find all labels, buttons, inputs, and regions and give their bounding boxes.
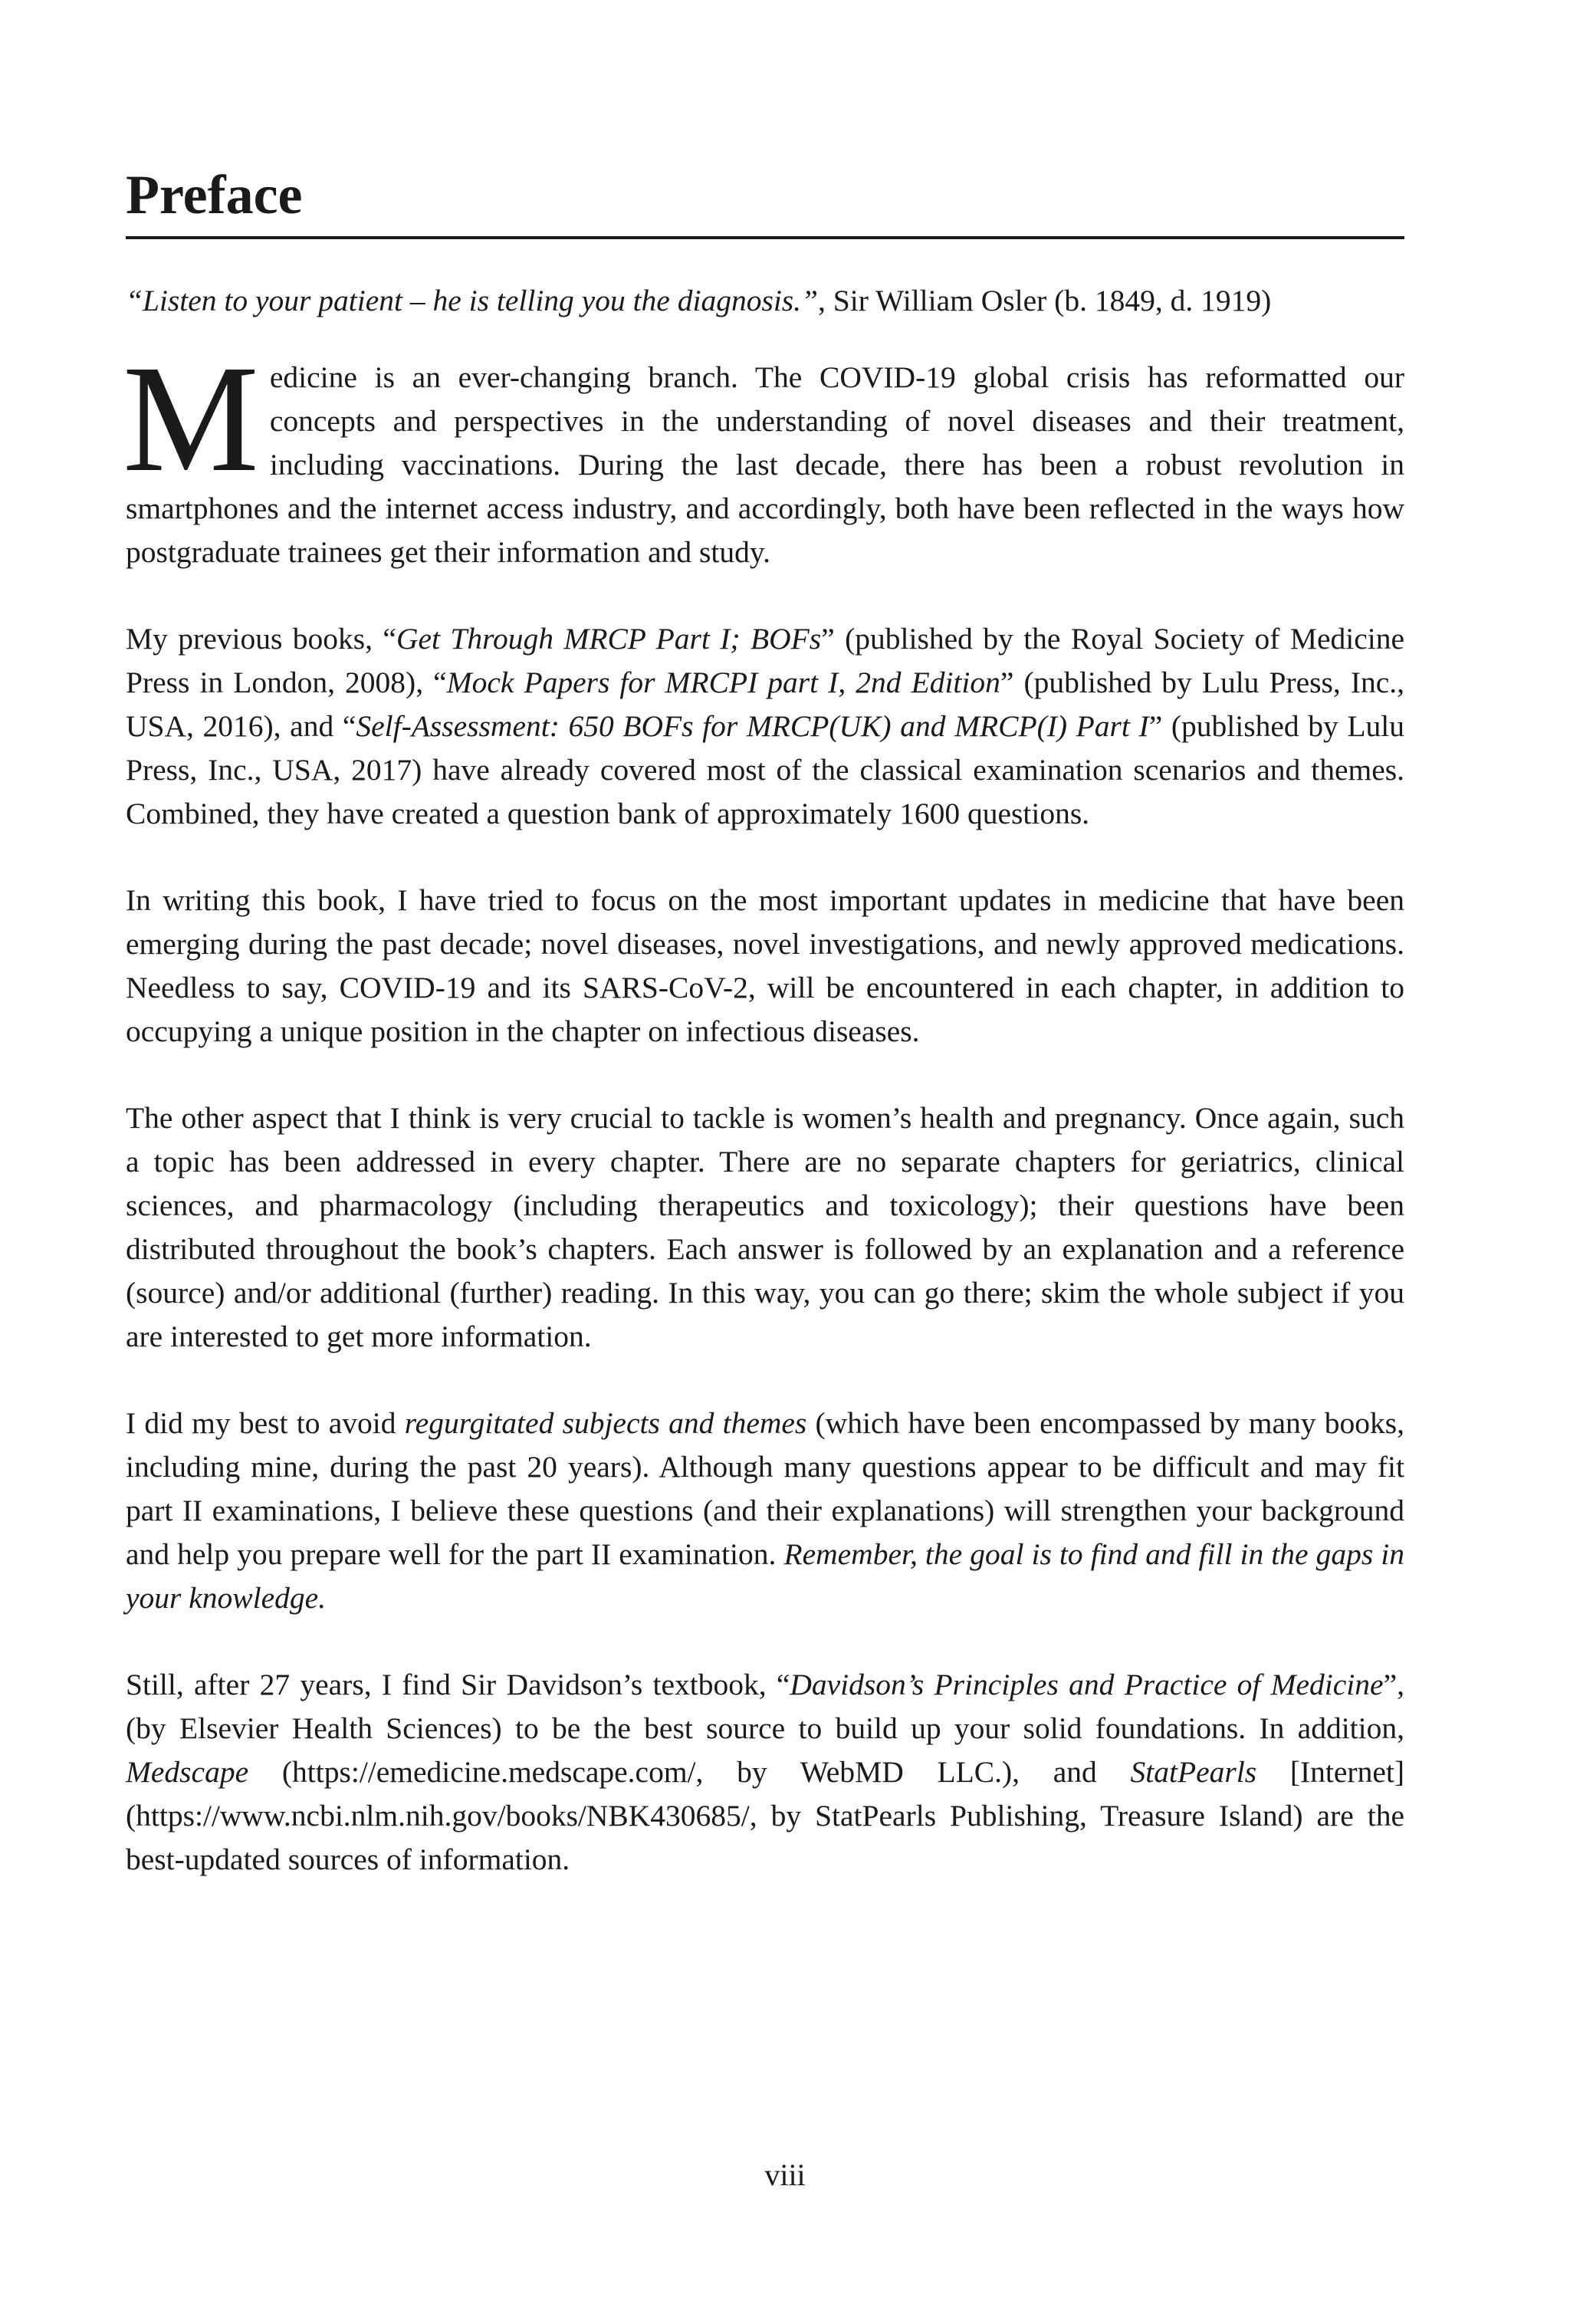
paragraph-2-text-2: ” (published by the Royal Society of Medicine Press in London, 2008), “ [126, 622, 1405, 700]
book-title-3: Self-Assessment: 650 BOFs for MRCP(UK) and MRCP(I) Part I [356, 709, 1149, 744]
paragraph-2-text-4: ” (published by Lulu Press, Inc., USA, 2017) have already covered most of the classical examination scenarios and themes. Combined, they have created a question bank of approximately 1600 questions. [126, 709, 1404, 831]
book-title-2: Mock Papers for MRCPI part I, 2nd Edition [446, 666, 1000, 700]
epigraph-attribution: , Sir William Osler (b. 1849, d. 1919) [818, 284, 1272, 318]
paragraph-1 [123, 334, 1404, 574]
paragraph-6 [126, 1663, 1404, 1882]
page-number: viii [764, 2158, 806, 2192]
paragraph-5-emphasis-1: regurgitated subjects and themes [404, 1406, 807, 1441]
drop-cap: M [123, 334, 259, 505]
paragraph-2 [126, 617, 1404, 836]
page-title: Preface [126, 165, 1404, 239]
medscape-name: Medscape [126, 1755, 249, 1790]
paragraph-5-emphasis-2: Remember, the goal is to find and fill in the gaps in your knowledge. [126, 1537, 1404, 1616]
paragraph-4: The other aspect that I think is very crucial to tackle is women’s health and pregnancy. Once again, such a topic has been addressed in every chapter. There are no separate chapters for geriatrics, clinical sciences, and pharmacology (including therapeutics and toxicology); their questions have been distributed throughout the book’s chapters. Each answer is followed by an explanation and a reference (source) and/or additional (further) reading. In this way, you can go there; skim the whole subject if you are interested to get more information. [126, 1101, 1404, 1354]
epigraph [126, 279, 1404, 322]
epigraph-quote: “Listen to your patient – he is telling you the diagnosis.” [126, 284, 819, 318]
paragraph-3: In writing this book, I have tried to focus on the most important updates in medicine that have been emerging during the past decade; novel diseases, novel investigations, and newly approved medications. Needless to say, COVID-19 and its SARS-CoV-2, will be encountered in each chapter, in addition to occupying a unique position in the chapter on infectious diseases. [126, 883, 1404, 1049]
book-title-1: Get Through MRCP Part I; BOFs [396, 622, 822, 656]
paragraph-5-text-1: I did my best to avoid [126, 1406, 405, 1441]
statpearls-name: StatPearls [1130, 1755, 1257, 1790]
paragraph-5-text-2: (which have been encompassed by many books, including mine, during the past 20 years). Although many questions appear to be difficult and may fit part II examinations, I believe these questions (and their explanations) will strengthen your background and help you prepare well for the part II examination. [126, 1406, 1404, 1572]
paragraph-2-text-1: My previous books, “ [126, 622, 396, 656]
paragraph-6-text-1: Still, after 27 years, I find Sir Davidson’s textbook, “ [126, 1668, 790, 1702]
paragraph-6-text-2: ”, (by Elsevier Health Sciences) to be the best source to build up your solid foundations. In addition, [126, 1668, 1404, 1746]
paragraph-6-text-3: (https://emedicine.medscape.com/, by WebMD LLC.), and [248, 1755, 1131, 1790]
paragraph-1-text: edicine is an ever-changing branch. The COVID-19 global crisis has reformatted our concepts and perspectives in the understanding of novel diseases and their treatment, including vaccinations. During the last decade, there has been a robust revolution in smartphones and the internet access industry, and accordingly, both have been reflected in the ways how postgraduate trainees get their information and study. [126, 360, 1404, 570]
page-body [123, 164, 1405, 1882]
davidson-title: Davidson’s Principles and Practice of Medicine [790, 1668, 1384, 1702]
paragraph-5 [126, 1402, 1404, 1620]
paragraph-6-text-4: [Internet] (https://www.ncbi.nlm.nih.gov/books/NBK430685/, by StatPearls Publishing, Treasure Island) are the best-updated sources of information. [126, 1755, 1404, 1877]
paragraph-2-text-3: ” (published by Lulu Press, Inc., USA, 2016), and “ [126, 666, 1405, 744]
